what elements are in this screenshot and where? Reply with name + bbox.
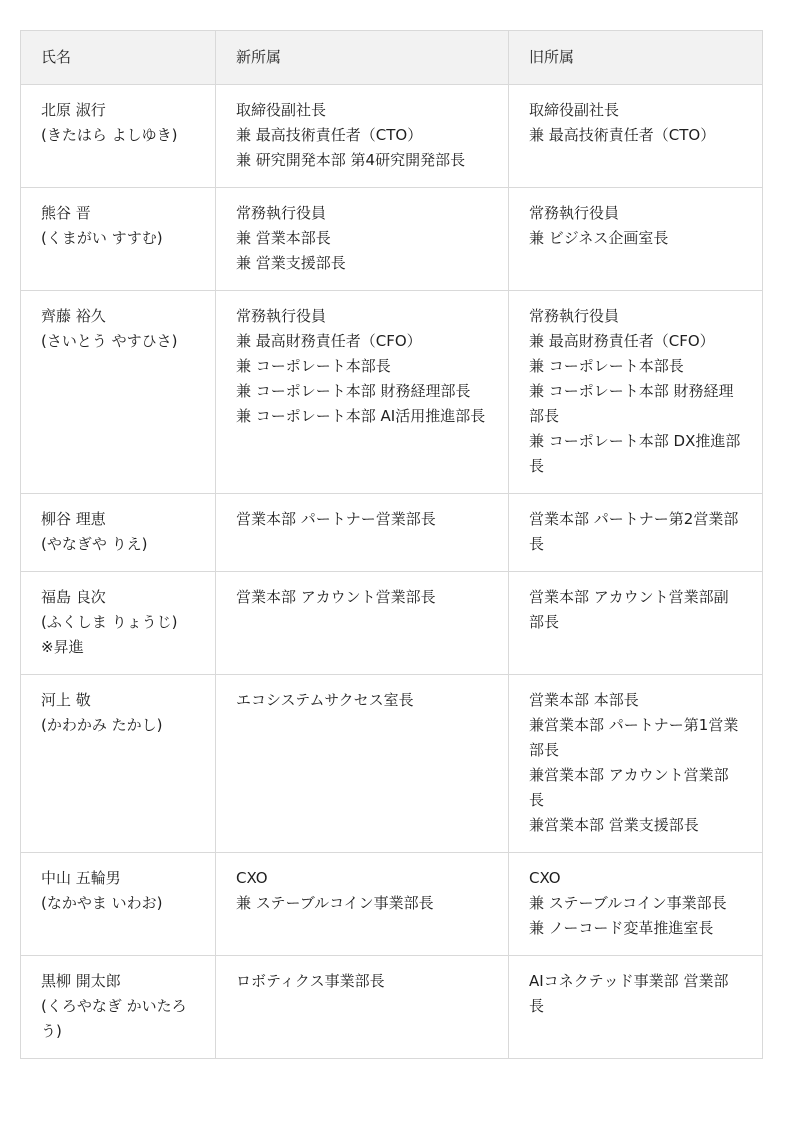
table-row bbox=[21, 494, 763, 572]
cell-name-line: 北原 淑行 bbox=[41, 101, 106, 119]
cell-new-position bbox=[216, 188, 509, 291]
cell-old-position bbox=[509, 291, 763, 494]
cell-old-position bbox=[509, 853, 763, 956]
cell-new-position-line: 営業本部 パートナー営業部長 bbox=[236, 510, 436, 528]
cell-old-position bbox=[509, 85, 763, 188]
cell-new-position-line: 兼 営業本部長 bbox=[236, 229, 331, 247]
cell-old-position-line: 兼 ステーブルコイン事業部長 bbox=[529, 894, 727, 912]
cell-new-position-line: 兼 研究開発本部 第4研究開発部長 bbox=[236, 151, 466, 169]
cell-new-position-line: 兼 最高財務責任者（CFO） bbox=[236, 332, 422, 350]
cell-new-position bbox=[216, 853, 509, 956]
cell-name-line: 河上 敬 bbox=[41, 691, 91, 709]
cell-old-position-line: 兼 最高財務責任者（CFO） bbox=[529, 332, 715, 350]
cell-old-position-line: 営業本部 アカウント営業部副部長 bbox=[529, 588, 729, 631]
cell-name bbox=[21, 853, 216, 956]
cell-new-position-line: 常務執行役員 bbox=[236, 307, 327, 325]
cell-name bbox=[21, 291, 216, 494]
cell-new-position-line: ロボティクス事業部長 bbox=[236, 972, 385, 990]
cell-name bbox=[21, 85, 216, 188]
cell-name-line: 中山 五輪男 bbox=[41, 869, 121, 887]
cell-name-line: (くまがい すすむ) bbox=[41, 229, 163, 247]
cell-name-line: (くろやなぎ かいたろう) bbox=[41, 997, 187, 1040]
cell-name-line: 黒柳 開太郎 bbox=[41, 972, 121, 990]
table-row bbox=[21, 188, 763, 291]
cell-new-position-line: 兼 最高技術責任者（CTO） bbox=[236, 126, 423, 144]
cell-new-position-line: CXO bbox=[236, 869, 268, 887]
cell-old-position-line: 営業本部 本部長 bbox=[529, 691, 639, 709]
cell-name-line: (ふくしま りょうじ) bbox=[41, 613, 178, 631]
cell-old-position-line: 兼 ビジネス企画室長 bbox=[529, 229, 669, 247]
cell-old-position-line: 兼営業本部 アカウント営業部長 bbox=[529, 766, 729, 809]
table-row bbox=[21, 291, 763, 494]
cell-name bbox=[21, 675, 216, 853]
cell-old-position-line: 兼 ノーコード変革推進室長 bbox=[529, 919, 714, 937]
cell-name-line: ※昇進 bbox=[41, 638, 84, 656]
cell-new-position-line: 兼 コーポレート本部長 bbox=[236, 357, 391, 375]
cell-name bbox=[21, 494, 216, 572]
cell-name bbox=[21, 956, 216, 1059]
cell-new-position bbox=[216, 956, 509, 1059]
header-name: 氏名 bbox=[21, 31, 216, 85]
cell-old-position-line: 兼 コーポレート本部 財務経理部長 bbox=[529, 382, 734, 425]
cell-name-line: 熊谷 晋 bbox=[41, 204, 91, 222]
cell-new-position-line: 営業本部 アカウント営業部長 bbox=[236, 588, 436, 606]
header-row bbox=[21, 31, 763, 85]
table-row bbox=[21, 956, 763, 1059]
cell-old-position-line: 兼 コーポレート本部長 bbox=[529, 357, 684, 375]
cell-new-position bbox=[216, 85, 509, 188]
cell-old-position bbox=[509, 188, 763, 291]
cell-new-position-line: 取締役副社長 bbox=[236, 101, 327, 119]
cell-new-position-line: 兼 コーポレート本部 AI活用推進部長 bbox=[236, 407, 486, 425]
cell-new-position bbox=[216, 675, 509, 853]
personnel-change-table bbox=[20, 30, 763, 1059]
cell-old-position-line: 兼営業本部 パートナー第1営業部長 bbox=[529, 716, 739, 759]
cell-name bbox=[21, 572, 216, 675]
table-row bbox=[21, 675, 763, 853]
cell-old-position-line: 取締役副社長 bbox=[529, 101, 620, 119]
cell-new-position-line: 兼 ステーブルコイン事業部長 bbox=[236, 894, 434, 912]
cell-name-line: (なかやま いわお) bbox=[41, 894, 163, 912]
cell-new-position bbox=[216, 291, 509, 494]
cell-new-position bbox=[216, 494, 509, 572]
cell-old-position bbox=[509, 675, 763, 853]
cell-new-position-line: 兼 コーポレート本部 財務経理部長 bbox=[236, 382, 471, 400]
cell-name-line: (やなぎや りえ) bbox=[41, 535, 148, 553]
cell-new-position-line: エコシステムサクセス室長 bbox=[236, 691, 414, 709]
cell-name-line: (きたはら よしゆき) bbox=[41, 126, 178, 144]
cell-new-position bbox=[216, 572, 509, 675]
cell-old-position-line: 兼営業本部 営業支援部長 bbox=[529, 816, 699, 834]
cell-old-position-line: 営業本部 パートナー第2営業部長 bbox=[529, 510, 739, 553]
cell-old-position bbox=[509, 956, 763, 1059]
cell-old-position-line: 兼 最高技術責任者（CTO） bbox=[529, 126, 716, 144]
cell-new-position-line: 兼 営業支援部長 bbox=[236, 254, 346, 272]
header-old-position: 旧所属 bbox=[509, 31, 763, 85]
table-row bbox=[21, 572, 763, 675]
cell-new-position-line: 常務執行役員 bbox=[236, 204, 327, 222]
header-new-position: 新所属 bbox=[216, 31, 509, 85]
cell-old-position-line: AIコネクテッド事業部 営業部長 bbox=[529, 972, 729, 1015]
table-row bbox=[21, 85, 763, 188]
cell-old-position-line: 兼 コーポレート本部 DX推進部長 bbox=[529, 432, 741, 475]
table-row bbox=[21, 853, 763, 956]
cell-name-line: (かわかみ たかし) bbox=[41, 716, 163, 734]
cell-old-position-line: 常務執行役員 bbox=[529, 204, 620, 222]
cell-name-line: 齊藤 裕久 bbox=[41, 307, 106, 325]
cell-old-position bbox=[509, 494, 763, 572]
cell-name-line: (さいとう やすひさ) bbox=[41, 332, 178, 350]
cell-name bbox=[21, 188, 216, 291]
cell-old-position-line: CXO bbox=[529, 869, 561, 887]
personnel-table-container bbox=[20, 30, 762, 1059]
table-header bbox=[21, 31, 763, 85]
cell-name-line: 福島 良次 bbox=[41, 588, 106, 606]
cell-old-position-line: 常務執行役員 bbox=[529, 307, 620, 325]
table-body bbox=[21, 85, 763, 1059]
cell-name-line: 柳谷 理恵 bbox=[41, 510, 106, 528]
cell-old-position bbox=[509, 572, 763, 675]
